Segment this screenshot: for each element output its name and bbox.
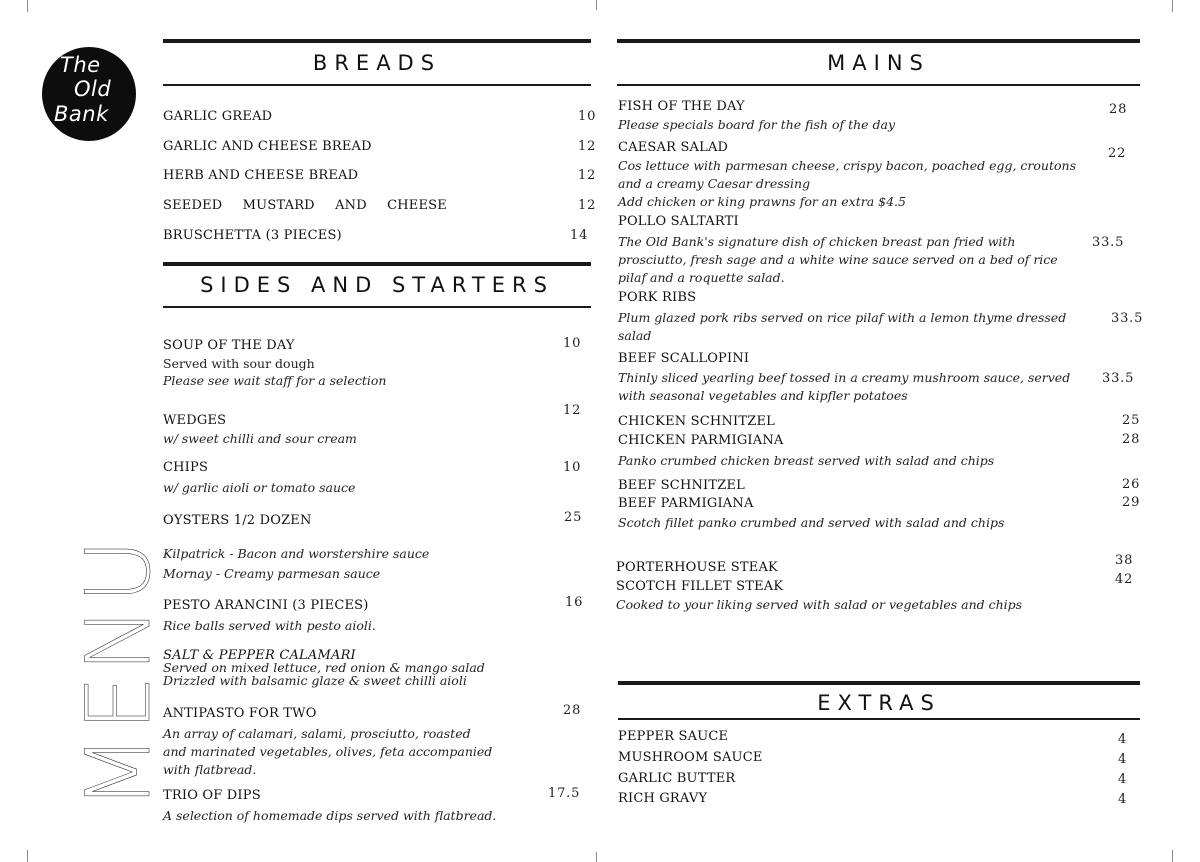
side-item-desc: Mornay - Creamy parmesan sauce [163, 566, 381, 581]
logo-line-3: Bank [54, 102, 109, 126]
logo-line-1: The [60, 53, 101, 77]
bread-item-price: 12 [578, 139, 597, 154]
extra-item-price: 4 [1118, 792, 1128, 807]
main-item-name: BEEF PARMIGIANA [618, 496, 754, 511]
main-item-desc: Add chicken or king prawns for an extra $4.5 [618, 194, 906, 209]
side-item-name: SALT & PEPPER CALAMARI [163, 648, 356, 663]
main-item-price: 33.5 [1111, 311, 1144, 326]
main-item-desc: and a creamy Caesar dressing [618, 176, 811, 191]
logo-line-2: Old [74, 77, 112, 101]
main-item-name: POLLO SALTARTI [618, 214, 739, 229]
main-item-name: CAESAR SALAD [618, 140, 729, 155]
extra-item-name: PEPPER SAUCE [618, 729, 729, 744]
mains-title: MAINS [827, 51, 930, 75]
bread-item-word: SEEDED [163, 198, 223, 213]
side-item-desc: with flatbread. [163, 762, 257, 777]
main-item-price: 26 [1122, 477, 1141, 492]
main-item-name: PORTERHOUSE STEAK [616, 560, 778, 575]
main-item-name: BEEF SCHNITZEL [618, 478, 746, 493]
side-item-desc: w/ garlic aioli or tomato sauce [163, 480, 356, 495]
breads-header [163, 39, 591, 89]
main-item-desc: Cooked to your liking served with salad or vegetables and chips [616, 597, 1023, 612]
side-item-desc: Kilpatrick - Bacon and worstershire sauce [163, 546, 430, 561]
side-item-price: 28 [563, 703, 582, 718]
side-item-price: 12 [563, 403, 582, 418]
breads-title: BREADS [312, 51, 442, 75]
sides-title: SIDES AND STARTERS [200, 273, 554, 297]
main-item-name: PORK RIBS [618, 290, 697, 305]
side-item-desc: Rice balls served with pesto aioli. [163, 618, 376, 633]
extra-item-price: 4 [1118, 772, 1128, 787]
side-item-name: PESTO ARANCINI (3 PIECES) [163, 598, 369, 613]
side-item-name: OYSTERS 1/2 DOZEN [163, 513, 312, 528]
extra-item-name: RICH GRAVY [618, 791, 708, 806]
side-item-desc: An array of calamari, salami, prosciutto, roasted [163, 726, 471, 741]
main-item-price: 29 [1122, 495, 1141, 510]
main-item-price: 25 [1122, 413, 1141, 428]
extra-item-price: 4 [1118, 732, 1128, 747]
main-item-desc: salad [618, 328, 652, 343]
side-item-name: CHIPS [163, 460, 209, 475]
main-item-price: 28 [1122, 432, 1141, 447]
side-item-name: ANTIPASTO FOR TWO [163, 706, 317, 721]
side-menu-label: MENU [67, 536, 170, 810]
extra-item-price: 4 [1118, 752, 1128, 767]
side-item-name: SOUP OF THE DAY [163, 338, 295, 353]
side-item-name: WEDGES [163, 413, 227, 428]
side-item-desc: Served on mixed lettuce, red onion & mango salad [163, 660, 485, 675]
main-item-name: SCOTCH FILLET STEAK [616, 579, 784, 594]
bread-item-name: HERB AND CHEESE BREAD [163, 168, 359, 183]
main-item-name: CHICKEN SCHNITZEL [618, 414, 776, 429]
main-item-desc: prosciutto, fresh sage and a white wine sauce served on a bed of rice [618, 252, 1058, 267]
side-item-desc: w/ sweet chilli and sour cream [163, 431, 357, 446]
side-item-desc: A selection of homemade dips served with flatbread. [163, 808, 497, 823]
main-item-price: 33.5 [1102, 371, 1135, 386]
side-item-desc: and marinated vegetables, olives, feta accompanied [163, 744, 493, 759]
side-item-desc: Served with sour dough [163, 356, 315, 371]
restaurant-logo [42, 47, 136, 141]
mains-header [617, 39, 1140, 89]
bread-item-word: MUSTARD [242, 198, 315, 213]
main-item-desc: pilaf and a roquette salad. [618, 270, 785, 285]
bread-item-price: 14 [570, 228, 589, 243]
extra-item-name: MUSHROOM SAUCE [618, 750, 763, 765]
main-item-desc: Scotch fillet panko crumbed and served with salad and chips [618, 515, 1005, 530]
main-item-price: 28 [1109, 102, 1128, 117]
extras-header [618, 681, 1140, 721]
side-item-desc: Please see wait staff for a selection [163, 373, 387, 388]
main-item-desc: The Old Bank's signature dish of chicken breast pan fried with [618, 234, 1016, 249]
bread-item-word: CHEESE [387, 198, 447, 213]
main-item-desc: Thinly sliced yearling beef tossed in a creamy mushroom sauce, served [618, 370, 1071, 385]
side-item-price: 10 [563, 336, 582, 351]
bread-item-name [163, 198, 447, 213]
main-item-desc: Plum glazed pork ribs served on rice pilaf with a lemon thyme dressed [618, 310, 1067, 325]
main-item-price: 42 [1115, 572, 1134, 587]
bread-item-name: BRUSCHETTA (3 PIECES) [163, 228, 342, 243]
bread-item-price: 12 [578, 198, 597, 213]
main-item-desc: with seasonal vegetables and kipfler potatoes [618, 388, 908, 403]
bread-item-word: AND [335, 198, 367, 213]
bread-item-price: 10 [578, 109, 597, 124]
bread-item-name: GARLIC GREAD [163, 109, 273, 124]
side-item-price: 25 [564, 510, 583, 525]
main-item-name: FISH OF THE DAY [618, 99, 745, 114]
extra-item-name: GARLIC BUTTER [618, 771, 736, 786]
main-item-name: CHICKEN PARMIGIANA [618, 433, 784, 448]
main-item-price: 33.5 [1092, 235, 1125, 250]
main-item-price: 38 [1115, 553, 1134, 568]
side-item-price: 10 [563, 460, 582, 475]
main-item-desc: Panko crumbed chicken breast served with salad and chips [618, 453, 995, 468]
main-item-name: BEEF SCALLOPINI [618, 351, 750, 366]
sides-header [163, 262, 591, 312]
extras-title: EXTRAS [817, 691, 941, 715]
side-item-name: TRIO OF DIPS [163, 788, 261, 803]
main-item-desc: Please specials board for the fish of the day [618, 117, 896, 132]
side-item-desc: Drizzled with balsamic glaze & sweet chilli aioli [163, 673, 467, 688]
side-item-price: 17.5 [548, 786, 581, 801]
side-item-price: 16 [565, 595, 584, 610]
main-item-price: 22 [1108, 146, 1127, 161]
bread-item-name: GARLIC AND CHEESE BREAD [163, 139, 372, 154]
main-item-desc: Cos lettuce with parmesan cheese, crispy bacon, poached egg, croutons [618, 158, 1076, 173]
bread-item-price: 12 [578, 168, 597, 183]
